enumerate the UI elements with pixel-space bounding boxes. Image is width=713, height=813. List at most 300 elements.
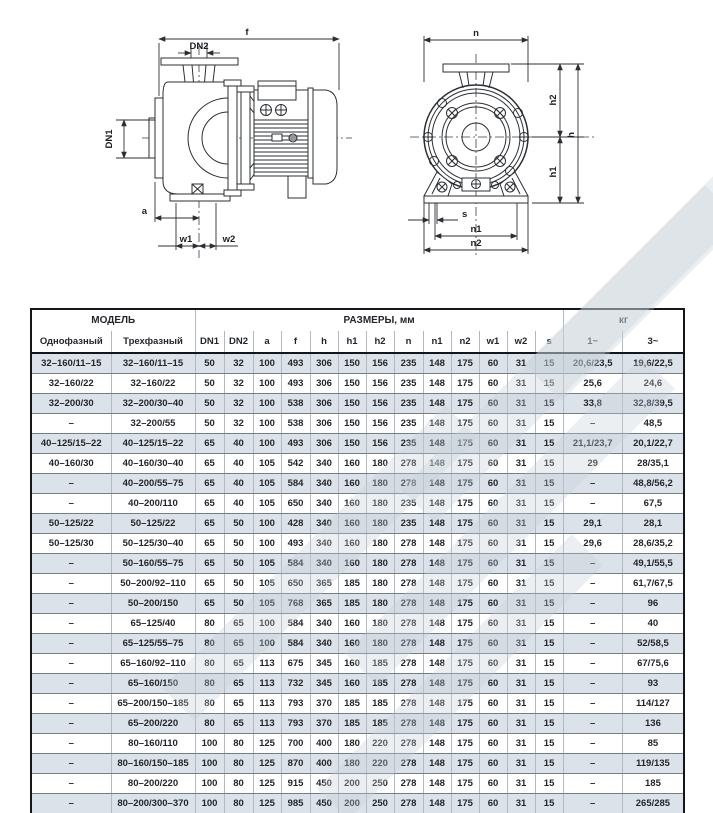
weight-cell: – [563,654,622,674]
dimension-cell: 340 [310,494,338,514]
dim-label-h2: h2 [548,94,559,106]
dimension-cell: 278 [394,794,423,813]
dimension-cell: 40 [224,454,253,474]
dimension-cell: 175 [451,494,479,514]
technical-drawings [0,0,713,280]
dimension-cell: 175 [451,734,479,754]
dimension-cell: 340 [310,534,338,554]
dimension-cell: 650 [281,574,310,594]
table-row [31,394,684,414]
weight-cell: 28,6/35,2 [622,534,684,554]
dimension-cell: 65 [195,514,224,534]
dimension-cell: 148 [423,714,451,734]
weight-cell: 28,1 [622,514,684,534]
dimension-cell: 278 [394,734,423,754]
dimension-cell: 15 [535,754,563,774]
weight-cell: – [563,614,622,634]
dimension-cell: 100 [253,514,281,534]
dimension-cell: 100 [253,434,281,454]
dimension-cell: 31 [507,594,535,614]
dimension-cell: 60 [479,634,507,654]
dimension-cell: 100 [195,734,224,754]
dimension-cell: 175 [451,454,479,474]
dimension-cell: 450 [310,794,338,813]
dimension-cell: 493 [281,374,310,394]
dimension-cell: 148 [423,794,451,813]
dimension-cell: 60 [479,754,507,774]
dimension-cell: 235 [394,353,423,374]
dimension-cell: 65 [224,654,253,674]
dimension-cell: 235 [394,434,423,454]
dimension-cell: 60 [479,534,507,554]
weight-cell: 67,5 [622,494,684,514]
dimension-cell: 65 [224,694,253,714]
dim-label-a: a [141,206,147,217]
dimension-cell: 175 [451,554,479,574]
dimension-cell: 340 [310,614,338,634]
dimension-cell: 15 [535,494,563,514]
weight-cell: 67/75,6 [622,654,684,674]
dimension-cell: 278 [394,714,423,734]
dimension-cell: 60 [479,434,507,454]
dimension-cell: 278 [394,774,423,794]
dimension-cell: 148 [423,674,451,694]
weight-cell: 29 [563,454,622,474]
dimension-cell: 32 [224,414,253,434]
dimension-cell: 150 [338,394,366,414]
model-three-phase-cell: 80–200/220 [111,774,195,794]
model-single-phase-cell: – [31,654,111,674]
dimension-cell: 148 [423,754,451,774]
group-header-row [31,309,684,331]
dimension-cell: 105 [253,594,281,614]
dimension-cell: 148 [423,694,451,714]
dimension-cell: 80 [195,654,224,674]
model-three-phase-cell: 65–160/150 [111,674,195,694]
weight-cell: – [563,794,622,813]
dimension-cell: 31 [507,794,535,813]
dimension-cell: 150 [338,374,366,394]
dimension-cell: 340 [310,474,338,494]
dimension-cell: 60 [479,394,507,414]
dimension-cell: 175 [451,394,479,414]
dimension-cell: 400 [310,734,338,754]
dimension-cell: 180 [338,734,366,754]
dimension-cell: 306 [310,434,338,454]
dimension-cell: 180 [366,474,394,494]
dimension-cell: 15 [535,534,563,554]
dimension-cell: 175 [451,674,479,694]
dimension-cell: 200 [338,774,366,794]
dimension-cell: 60 [479,674,507,694]
model-three-phase-cell: 32–160/11–15 [111,353,195,374]
dimension-cell: 175 [451,514,479,534]
table-row [31,494,684,514]
column-header-dn1: DN1 [195,331,224,353]
pump-front-view-drawing [408,28,596,258]
dimension-cell: 60 [479,574,507,594]
dimension-cell: 235 [394,394,423,414]
dimension-cell: 50 [195,353,224,374]
table-body [31,353,684,813]
dimension-cell: 105 [253,454,281,474]
model-single-phase-cell: 50–125/22 [31,514,111,534]
dimension-cell: 180 [366,634,394,654]
dimension-cell: 180 [366,614,394,634]
dimension-cell: 15 [535,774,563,794]
dimension-cell: 80 [195,614,224,634]
dimension-cell: 160 [338,454,366,474]
dimension-cell: 150 [338,434,366,454]
table-row [31,374,684,394]
dimension-cell: 40 [224,434,253,454]
dimension-cell: 50 [195,394,224,414]
dimension-cell: 538 [281,414,310,434]
dimension-cell: 148 [423,414,451,434]
dimension-cell: 40 [224,494,253,514]
dimension-cell: 175 [451,434,479,454]
dim-label-w1: w1 [179,234,193,245]
model-single-phase-cell: – [31,414,111,434]
dimension-cell: 428 [281,514,310,534]
weight-cell: 185 [622,774,684,794]
dimension-cell: 175 [451,694,479,714]
dimension-cell: 80 [195,634,224,654]
dimension-cell: 31 [507,554,535,574]
dimension-cell: 160 [338,514,366,534]
dimension-cell: 65 [195,434,224,454]
table-row [31,514,684,534]
dimension-cell: 345 [310,674,338,694]
dimension-cell: 160 [338,674,366,694]
table-row [31,353,684,374]
dimension-cell: 125 [253,774,281,794]
model-single-phase-cell: – [31,694,111,714]
dimension-cell: 306 [310,374,338,394]
dimension-cell: 60 [479,454,507,474]
column-header--: Трехфазный [111,331,195,353]
weight-cell: – [563,414,622,434]
dimension-cell: 148 [423,774,451,794]
model-three-phase-cell: 50–200/150 [111,594,195,614]
weight-cell: 61,7/67,5 [622,574,684,594]
dimension-cell: 175 [451,614,479,634]
dimension-cell: 15 [535,454,563,474]
model-single-phase-cell: 40–125/15–22 [31,434,111,454]
dimension-cell: 180 [366,574,394,594]
dimension-cell: 113 [253,714,281,734]
model-three-phase-cell: 40–200/55–75 [111,474,195,494]
dimension-cell: 160 [338,554,366,574]
pump-side-view-drawing [104,27,352,258]
weight-cell: 29,1 [563,514,622,534]
column-header-w2: w2 [507,331,535,353]
dimension-cell: 15 [535,374,563,394]
dimension-cell: 185 [338,694,366,714]
dimension-cell: 32 [224,394,253,414]
dimension-cell: 185 [338,714,366,734]
dimension-cell: 80 [195,714,224,734]
table-row [31,674,684,694]
weight-cell: 136 [622,714,684,734]
dimension-cell: 306 [310,414,338,434]
dimension-cell: 250 [366,794,394,813]
dimension-cell: 32 [224,374,253,394]
dimension-cell: 370 [310,694,338,714]
dimension-cell: 278 [394,594,423,614]
dimension-cell: 15 [535,674,563,694]
table-row [31,574,684,594]
dimension-cell: 60 [479,374,507,394]
model-three-phase-cell: 32–200/55 [111,414,195,434]
dimension-cell: 100 [195,754,224,774]
dimension-cell: 80 [195,694,224,714]
dimension-cell: 185 [338,574,366,594]
dimension-cell: 65 [195,454,224,474]
dim-label-n: n [473,28,479,39]
column-header-s: s [535,331,563,353]
dim-label-n2: n2 [470,238,482,249]
dimension-cell: 175 [451,574,479,594]
dimension-cell: 31 [507,574,535,594]
model-three-phase-cell: 40–125/15–22 [111,434,195,454]
dimensions-table-wrap [30,308,685,813]
dimension-cell: 185 [366,674,394,694]
dimension-cell: 125 [253,754,281,774]
weight-cell: – [563,574,622,594]
dimension-cell: 235 [394,514,423,534]
dimension-cell: 50 [224,534,253,554]
dimension-cell: 160 [338,474,366,494]
column-header-3-: 3~ [622,331,684,353]
dimension-cell: 493 [281,534,310,554]
dimension-cell: 80 [224,774,253,794]
model-three-phase-cell: 32–200/30–40 [111,394,195,414]
dimension-cell: 60 [479,494,507,514]
dimension-cell: 175 [451,353,479,374]
dimension-cell: 180 [366,514,394,534]
dimension-cell: 160 [338,634,366,654]
model-three-phase-cell: 50–125/30–40 [111,534,195,554]
dimension-cell: 200 [338,794,366,813]
dimension-cell: 340 [310,554,338,574]
dimension-cell: 180 [366,554,394,574]
dimension-cell: 15 [535,634,563,654]
dimension-cell: 650 [281,494,310,514]
dimension-cell: 60 [479,414,507,434]
weight-cell: 40 [622,614,684,634]
weight-cell: – [563,774,622,794]
dimension-cell: 175 [451,794,479,813]
column-header-f: f [281,331,310,353]
dimension-cell: 175 [451,534,479,554]
dimension-cell: 60 [479,474,507,494]
dimension-cell: 113 [253,674,281,694]
weight-cell: 119/135 [622,754,684,774]
weight-cell: – [563,474,622,494]
model-single-phase-cell: – [31,574,111,594]
dimension-cell: 100 [253,634,281,654]
table-row [31,634,684,654]
dim-label-s: s [462,209,468,220]
dimension-cell: 148 [423,434,451,454]
dimension-cell: 31 [507,374,535,394]
dimension-cell: 50 [195,414,224,434]
dimension-cell: 156 [366,353,394,374]
dimension-cell: 31 [507,734,535,754]
dimension-cell: 100 [195,774,224,794]
dimension-cell: 105 [253,474,281,494]
dimension-cell: 113 [253,694,281,714]
model-single-phase-cell: – [31,614,111,634]
dimension-cell: 278 [394,654,423,674]
dimension-cell: 538 [281,394,310,414]
dimension-cell: 100 [253,414,281,434]
dimension-cell: 180 [366,594,394,614]
dimension-cell: 15 [535,714,563,734]
weight-cell: 28/35,1 [622,454,684,474]
dimension-cell: 493 [281,434,310,454]
dimension-cell: 185 [366,694,394,714]
dimension-cell: 31 [507,534,535,554]
dimension-cell: 400 [310,754,338,774]
dimension-cell: 450 [310,774,338,794]
dimension-cell: 278 [394,534,423,554]
weight-cell: 32,8/39,5 [622,394,684,414]
dimension-cell: 65 [195,474,224,494]
dimension-cell: 175 [451,654,479,674]
dim-label-f: f [245,27,249,38]
weight-cell: 19,6/22,5 [622,353,684,374]
weight-cell: 25,6 [563,374,622,394]
group-header-model: МОДЕЛЬ [31,309,195,331]
dimension-cell: 80 [224,754,253,774]
dimension-cell: 60 [479,514,507,534]
table-row [31,774,684,794]
model-three-phase-cell: 50–200/92–110 [111,574,195,594]
model-single-phase-cell: 32–200/30 [31,394,111,414]
dim-label-h: h [566,132,577,138]
dimension-cell: 156 [366,414,394,434]
dimension-cell: 15 [535,574,563,594]
weight-cell: 20,6/23,5 [563,353,622,374]
dimension-cell: 793 [281,714,310,734]
dimension-cell: 340 [310,514,338,534]
weight-cell: 49,1/55,5 [622,554,684,574]
dimension-cell: 60 [479,794,507,813]
column-header-w1: w1 [479,331,507,353]
dimension-cell: 40 [224,474,253,494]
dimension-cell: 100 [253,394,281,414]
dimension-cell: 15 [535,414,563,434]
dimension-cell: 278 [394,614,423,634]
weight-cell: – [563,734,622,754]
dimension-cell: 125 [253,794,281,813]
dimension-cell: 148 [423,494,451,514]
weight-cell: 93 [622,674,684,694]
dimension-cell: 31 [507,414,535,434]
dimension-cell: 60 [479,774,507,794]
model-single-phase-cell: – [31,494,111,514]
dimension-cell: 65 [195,594,224,614]
dimension-cell: 148 [423,594,451,614]
dimension-cell: 675 [281,654,310,674]
dimension-cell: 15 [535,514,563,534]
model-single-phase-cell: 32–160/11–15 [31,353,111,374]
dimension-cell: 278 [394,694,423,714]
model-single-phase-cell: – [31,774,111,794]
model-three-phase-cell: 80–160/150–185 [111,754,195,774]
dimension-cell: 278 [394,474,423,494]
dimension-cell: 15 [535,554,563,574]
table-row [31,694,684,714]
dimension-cell: 15 [535,694,563,714]
dimension-cell: 80 [224,794,253,813]
model-three-phase-cell: 65–125/55–75 [111,634,195,654]
dimension-cell: 100 [253,374,281,394]
weight-cell: – [563,594,622,614]
dimension-cell: 278 [394,634,423,654]
dimension-cell: 65 [195,574,224,594]
dimension-cell: 148 [423,634,451,654]
dimension-cell: 700 [281,734,310,754]
column-header-row [31,331,684,353]
dimension-cell: 160 [338,654,366,674]
model-single-phase-cell: – [31,554,111,574]
dim-label-w2: w2 [222,234,236,245]
dimension-cell: 105 [253,554,281,574]
dimension-cell: 60 [479,554,507,574]
dimension-cell: 870 [281,754,310,774]
dimension-cell: 185 [366,654,394,674]
dimension-cell: 160 [338,614,366,634]
column-header-h2: h2 [366,331,394,353]
dimension-cell: 31 [507,694,535,714]
dimension-cell: 278 [394,554,423,574]
model-three-phase-cell: 32–160/22 [111,374,195,394]
dimension-cell: 105 [253,494,281,514]
dimension-cell: 278 [394,574,423,594]
table-row [31,714,684,734]
column-header-h1: h1 [338,331,366,353]
dimension-cell: 31 [507,674,535,694]
dimension-cell: 31 [507,474,535,494]
model-three-phase-cell: 40–160/30–40 [111,454,195,474]
model-single-phase-cell: – [31,794,111,813]
dimension-cell: 156 [366,394,394,414]
table-row [31,474,684,494]
dimension-cell: 148 [423,534,451,554]
dimension-cell: 15 [535,474,563,494]
dimension-cell: 31 [507,774,535,794]
weight-cell: 21,1/23,7 [563,434,622,454]
dimension-cell: 31 [507,654,535,674]
dimension-cell: 148 [423,734,451,754]
dimension-cell: 160 [338,494,366,514]
table-row [31,454,684,474]
dimension-cell: 175 [451,754,479,774]
model-single-phase-cell: – [31,674,111,694]
dimension-cell: 65 [224,714,253,734]
dimension-cell: 148 [423,614,451,634]
dimension-cell: 65 [195,534,224,554]
dimension-cell: 584 [281,634,310,654]
weight-cell: – [563,694,622,714]
dimension-cell: 985 [281,794,310,813]
table-row [31,734,684,754]
dimension-cell: 365 [310,574,338,594]
dimension-cell: 235 [394,494,423,514]
